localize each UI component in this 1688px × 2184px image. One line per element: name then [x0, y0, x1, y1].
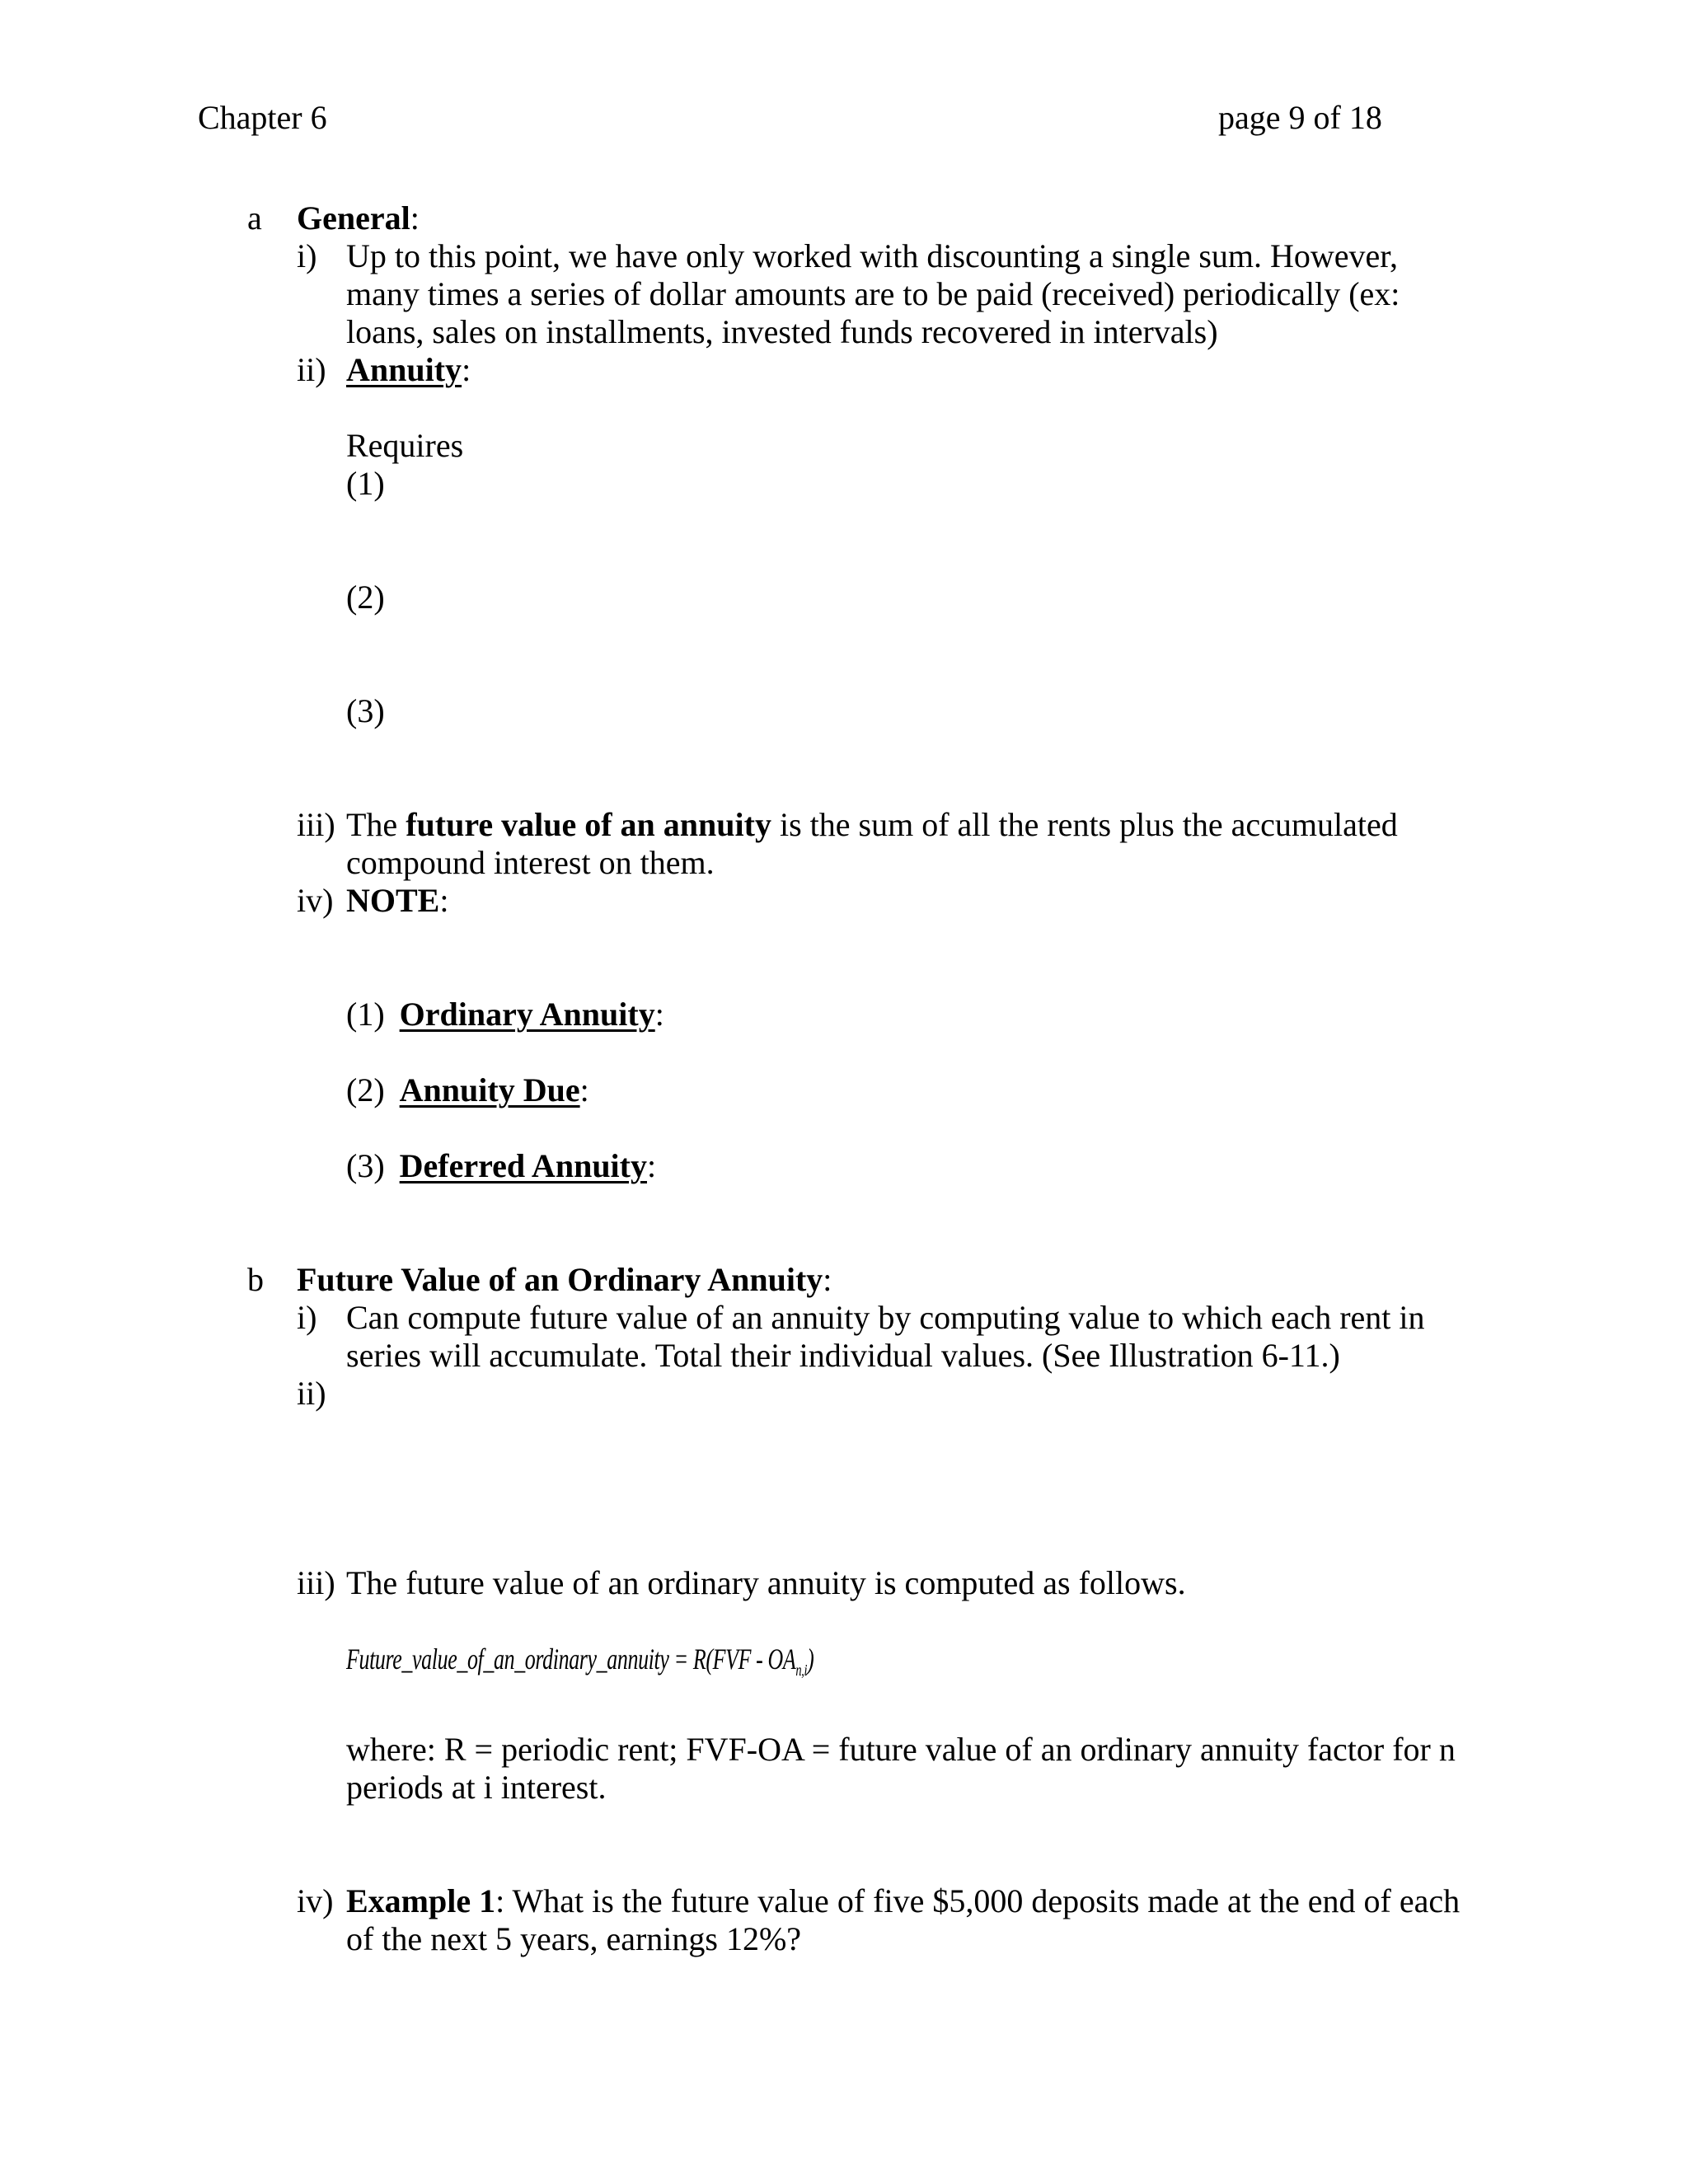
section-b-colon: : [823, 1261, 832, 1298]
a-item-iii-number: iii) [297, 806, 335, 843]
ordinary-annuity-label: Ordinary Annuity [399, 996, 655, 1033]
b-item-i-line2: series will accumulate. Total their individual values. (See Illustration 6-11.) [346, 1337, 1340, 1374]
note-item-1-number: (1) [346, 996, 385, 1033]
requires-item-2: (2) [346, 579, 385, 616]
note-label: NOTE [346, 882, 440, 919]
future-value-of-annuity-term: future value of an annuity [406, 806, 771, 843]
section-a-marker: a [247, 199, 262, 237]
formula-close: ) [807, 1643, 814, 1675]
requires-item-3: (3) [346, 692, 385, 729]
a-item-i-line1: Up to this point, we have only worked with discounting a single sum. However, [346, 237, 1398, 274]
example-1-text: : What is the future value of five $5,000 deposits made at the end of each [495, 1882, 1461, 1919]
b-item-iii-text: The future value of an ordinary annuity is computed as follows. [346, 1564, 1186, 1601]
a-item-ii-number: ii) [297, 351, 326, 388]
b-item-ii-number: ii) [297, 1375, 326, 1412]
a-item-iii-pre: The [346, 806, 406, 843]
note-item-3: (3) Deferred Annuity: [346, 1147, 657, 1184]
b-item-i-number: i) [297, 1299, 317, 1336]
requires-item-1: (1) [346, 465, 385, 502]
a-item-iii-line2: compound interest on them. [346, 844, 715, 881]
a-item-i-number: i) [297, 237, 317, 274]
b-item-iv-line1 [346, 1882, 1460, 1920]
deferred-annuity-label: Deferred Annuity [399, 1147, 647, 1184]
b-item-i-line1: Can compute future value of an annuity by computing value to which each rent in [346, 1299, 1425, 1336]
note-item-2: (2) Annuity Due: [346, 1071, 589, 1108]
future-value-formula [346, 1640, 814, 1690]
annuity-colon: : [462, 351, 471, 388]
a-item-iv-number: iv) [297, 882, 334, 919]
section-b-heading [297, 1261, 832, 1299]
a-item-iii-post: is the sum of all the rents plus the accumulated [771, 806, 1398, 843]
section-a-colon: : [410, 199, 420, 237]
section-b-title: Future Value of an Ordinary Annuity [297, 1261, 823, 1298]
section-a-heading [297, 199, 420, 237]
annuity-label: Annuity [346, 351, 462, 388]
a-item-iii-line1 [346, 806, 1398, 844]
b-item-iv-number: iv) [297, 1882, 334, 1919]
where-line2: periods at i interest. [346, 1769, 607, 1806]
note-item-1: (1) Ordinary Annuity: [346, 996, 664, 1033]
a-item-i-line2: many times a series of dollar amounts are to be paid (received) periodically (ex: [346, 275, 1400, 312]
a-item-i-line3: loans, sales on installments, invested funds recovered in intervals) [346, 313, 1218, 350]
header-page-number: page 9 of 18 [1218, 99, 1382, 136]
section-b-marker: b [247, 1261, 264, 1298]
note-item-3-number: (3) [346, 1147, 385, 1184]
header-chapter: Chapter 6 [198, 99, 327, 136]
section-a-title: General [297, 199, 410, 237]
a-item-ii-heading [346, 351, 471, 389]
where-line1: where: R = periodic rent; FVF-OA = future value of an ordinary annuity factor for n [346, 1731, 1456, 1768]
example-1-label: Example 1 [346, 1882, 496, 1919]
formula-subscript: n,i [795, 1661, 808, 1680]
b-item-iv-line2: of the next 5 years, earnings 12%? [346, 1920, 802, 1957]
annuity-due-label: Annuity Due [399, 1071, 580, 1108]
note-colon: : [439, 882, 449, 919]
requires-label: Requires [346, 427, 464, 464]
note-item-2-number: (2) [346, 1071, 385, 1108]
a-item-iv-heading [346, 882, 448, 920]
b-item-iii-number: iii) [297, 1564, 335, 1601]
formula-main: Future_value_of_an_ordinary_annuity = R(FVF - OA [346, 1643, 796, 1675]
